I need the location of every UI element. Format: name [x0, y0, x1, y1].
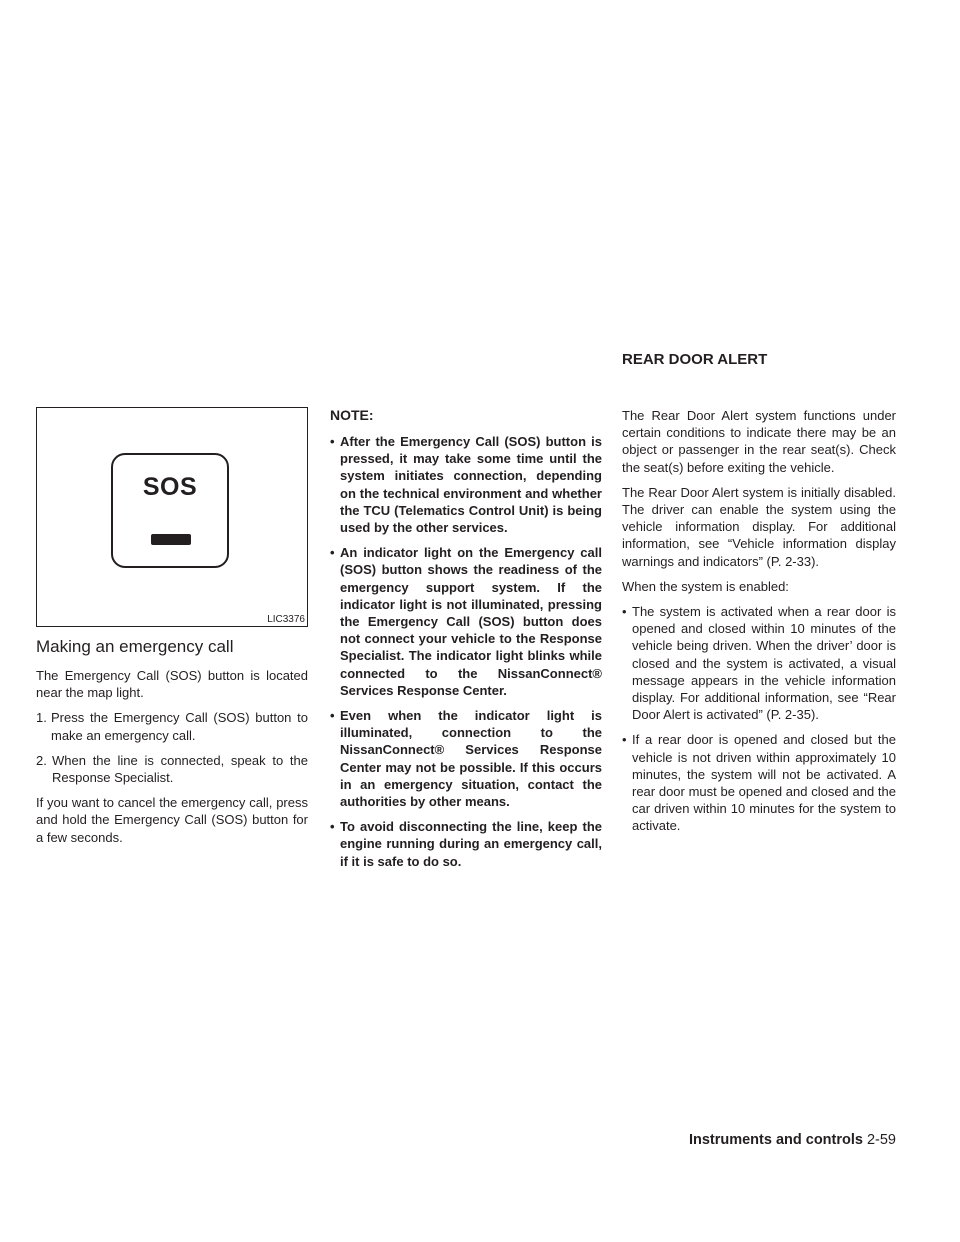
sos-button-figure: [36, 407, 308, 627]
step-text: Press the Emergency Call (SOS) button to make an emergency call.: [51, 710, 308, 743]
step-text: When the line is connected, speak to the Response Specialist.: [52, 752, 308, 786]
rear-door-paragraph: When the system is enabled:: [622, 578, 789, 594]
note-text: To avoid disconnecting the line, keep the engine running during an emergency call, if it is safe to do so.: [340, 819, 602, 869]
rear-door-paragraph: The Rear Door Alert system functions under certain conditions to indicate there may be an object or passenger in the rear seat(s). Check the seat(s) before exiting the vehicle.: [622, 408, 896, 475]
bullet-icon: •: [622, 732, 627, 748]
bullet-icon: •: [622, 604, 627, 620]
figure-code: LIC3376: [267, 614, 305, 625]
note-item: [330, 818, 602, 870]
page-number: 2-59: [866, 1132, 896, 1148]
note-text: An indicator light on the Emergency call (SOS) button shows the readiness of the emergency support system. If the indicator light is not illuminated, pressing the Emergency Call (SOS) button does not connect your vehicle to the Response Specialist. The indicator light blinks while connected to the NissanConnect® Services Response Center.: [340, 545, 602, 698]
sos-indicator-light: [151, 534, 191, 545]
note-title: NOTE:: [330, 407, 374, 423]
note-text: After the Emergency Call (SOS) button is pressed, it may take some time until the system initiates connection, depending on the technical environment and whether the TCU (Telematics Control Unit) is being used by the other services.: [340, 434, 602, 536]
note-item: [330, 707, 602, 810]
bullet-icon: •: [330, 545, 335, 561]
left-column: [36, 407, 308, 854]
rear-door-paragraph: The Rear Door Alert system is initially disabled. The driver can enable the system using the vehicle information display. For additional information, see “Vehicle information display warnings and indicators” (P. 2-33).: [622, 484, 896, 569]
rear-door-bullet: [622, 603, 896, 723]
step-number: 1.: [36, 710, 47, 726]
note-item: [330, 433, 602, 536]
note-item: [330, 544, 602, 699]
bullet-text: If a rear door is opened and closed but the vehicle is not driven within approximately 10 minutes, the system will not be activated. A rear door must be opened and closed and the car driven within 10 minutes for the system to activate.: [632, 732, 896, 834]
bullet-icon: •: [330, 819, 335, 835]
bullet-text: The system is activated when a rear door is opened and closed within 10 minutes of the vehicle being driven. When the driver’ door is closed and the system is activated, a visual message appears in the vehicle information display. For additional information, see “Rear Door Alert is activated” (P. 2-35).: [632, 604, 896, 723]
subheading-making-emergency-call: Making an emergency call: [36, 637, 234, 656]
sos-button-illustration: [111, 453, 229, 568]
step-item: [36, 752, 308, 786]
rear-door-bullet: [622, 731, 896, 834]
bullet-icon: •: [330, 708, 335, 724]
page-footer: [689, 1131, 896, 1149]
step-number: 2.: [36, 752, 47, 768]
note-text: Even when the indicator light is illuminated, connection to the NissanConnect® Services Response Center may not be possible. If this occurs in an emergency situation, contact the authorities by other means.: [340, 708, 602, 810]
sos-button-label: SOS: [142, 473, 198, 501]
footer-section-label: Instruments and controls: [688, 1132, 863, 1148]
bullet-icon: •: [330, 434, 335, 449]
middle-column: [330, 407, 602, 878]
right-column: [622, 407, 896, 843]
intro-paragraph: The Emergency Call (SOS) button is located near the map light.: [36, 668, 308, 701]
step-item: [36, 709, 308, 743]
cancel-paragraph: If you want to cancel the emergency call, press and hold the Emergency Call (SOS) button for a few seconds.: [36, 795, 308, 845]
section-title-rear-door-alert: REAR DOOR ALERT: [622, 351, 768, 368]
